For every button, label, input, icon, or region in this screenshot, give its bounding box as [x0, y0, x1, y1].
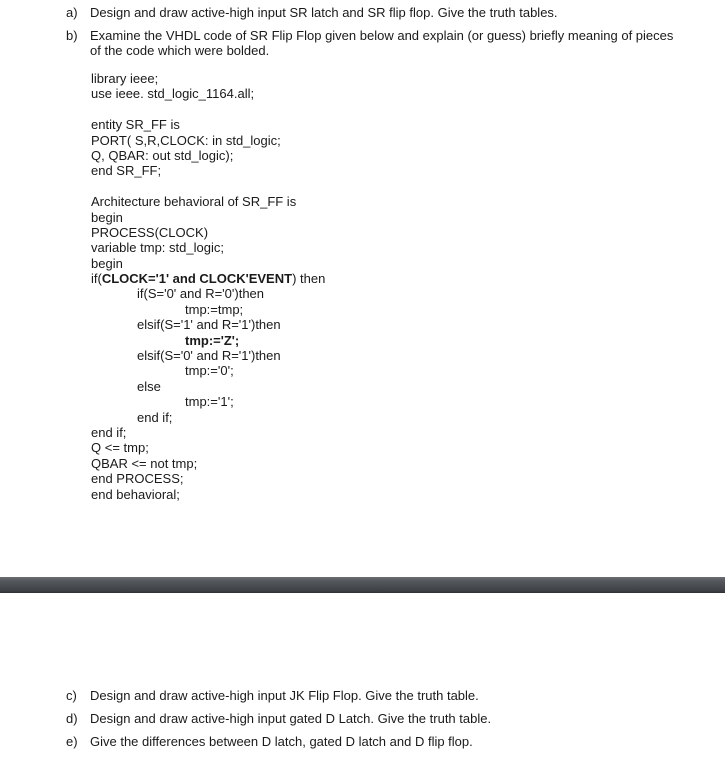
code-line: variable tmp: std_logic; [91, 240, 224, 256]
code-line: elsif(S='1' and R='1')then [137, 317, 281, 333]
code-fragment: if( [91, 271, 102, 287]
code-line: begin [91, 255, 123, 271]
page-divider [0, 577, 725, 593]
question-label: b) [66, 28, 78, 43]
question-text: Examine the VHDL code of SR Flip Flop given below and explain (or guess) briefly meaning of pieces of the code which were bolded. [90, 28, 674, 59]
code-line: entity SR_FF is [91, 117, 180, 133]
code-line: library ieee; [91, 71, 159, 86]
code-line: tmp:='0'; [185, 363, 234, 379]
question-text: Give the differences between D latch, gated D latch and D flip flop. [90, 734, 473, 749]
code-line: end if; [91, 424, 127, 440]
code-line: end SR_FF; [91, 163, 162, 179]
code-line: Architecture behavioral of SR_FF is [91, 194, 297, 210]
code-line: tmp:='1'; [185, 394, 234, 410]
code-line: end if; [137, 409, 173, 425]
question-label: e) [66, 734, 78, 749]
code-line: PORT( S,R,CLOCK: in std_logic; [91, 132, 281, 148]
code-line: begin [91, 209, 123, 225]
bold-code-fragment: CLOCK='1' and CLOCK'EVENT [101, 271, 293, 287]
question-text: Design and draw active-high input SR latch and SR flip flop. Give the truth tables. [90, 5, 558, 20]
code-line: Q, QBAR: out std_logic); [91, 147, 234, 163]
code-line: else [137, 378, 161, 394]
code-fragment: ) then [292, 271, 326, 287]
code-line: use ieee. std_logic_1164.all; [91, 86, 255, 102]
question-label: d) [66, 711, 78, 726]
question-label: c) [66, 688, 77, 703]
code-line: tmp:=tmp; [185, 301, 244, 317]
bold-code-fragment: tmp:='Z'; [185, 332, 240, 348]
question-text: Design and draw active-high input JK Flip Flop. Give the truth table. [90, 688, 479, 703]
code-line: QBAR <= not tmp; [91, 455, 198, 471]
code-line: end PROCESS; [91, 471, 184, 487]
question-label: a) [66, 5, 78, 20]
code-line-if-clock [91, 271, 611, 286]
question-text: Design and draw active-high input gated D Latch. Give the truth table. [90, 711, 492, 726]
code-line: PROCESS(CLOCK) [91, 224, 209, 240]
code-line: end behavioral; [91, 486, 180, 502]
code-line: Q <= tmp; [91, 440, 149, 456]
code-line: if(S='0' and R='0')then [137, 286, 265, 302]
vhdl-code-block [91, 71, 611, 502]
code-line: elsif(S='0' and R='1')then [137, 348, 281, 364]
